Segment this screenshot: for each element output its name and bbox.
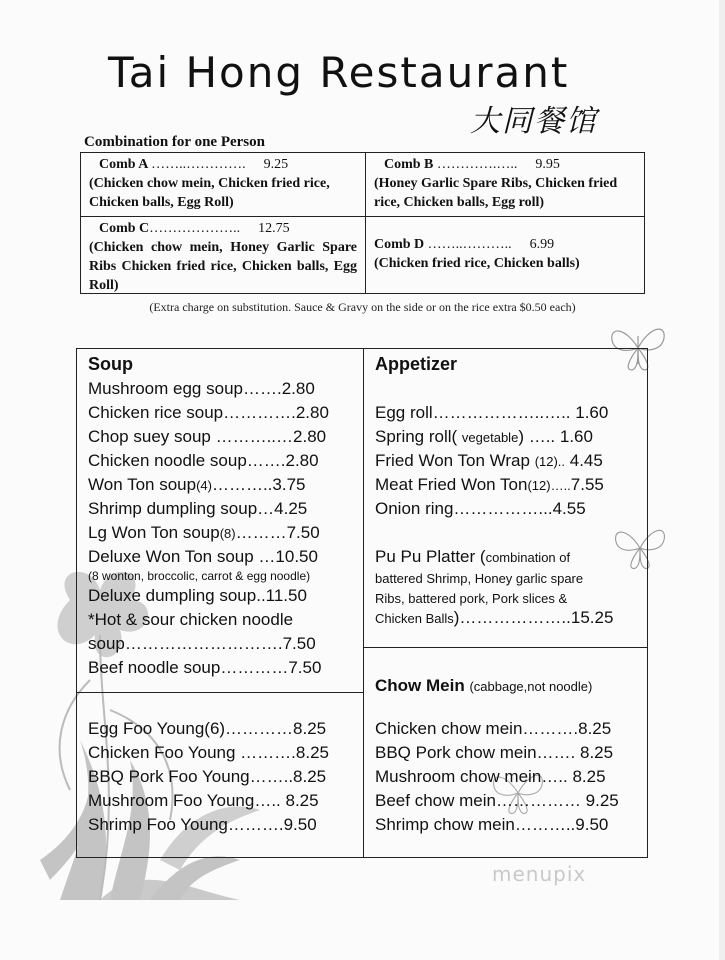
combo-a-desc: (Chicken chow mein, Chicken fried rice, Chicken balls, Egg Roll) <box>89 176 330 210</box>
pupu-line <box>375 607 613 630</box>
combo-b-dots: ………….….. <box>436 157 518 172</box>
combo-d <box>366 217 644 293</box>
foo-young-item: BBQ Pork Foo Young……..8.25 <box>88 767 327 786</box>
pupu-line: Ribs, battered pork, Pork slices & <box>375 591 568 606</box>
combo-d-price: 6.99 <box>529 237 555 252</box>
chow-mein-heading <box>375 675 592 698</box>
column-divider <box>363 349 364 857</box>
soup-item: soup……………………….7.50 <box>88 634 316 653</box>
combo-a <box>81 153 366 217</box>
pupu-desc: Chicken Balls <box>375 611 454 626</box>
appetizer-item-price: ) ….. 1.60 <box>518 427 593 446</box>
foo-young-item: Egg Foo Young(6)…………8.25 <box>88 719 327 738</box>
combination-heading: Combination for one Person <box>84 134 265 150</box>
appetizer-item <box>375 450 603 473</box>
right-section-divider <box>363 647 647 648</box>
foo-young-item: Chicken Foo Young ……….8.25 <box>88 743 329 762</box>
soup-item: Shrimp dumpling soup…4.25 <box>88 499 308 518</box>
foo-young-item: Shrimp Foo Young……….9.50 <box>88 815 317 834</box>
combination-note: (Extra charge on substitution. Sauce & Gravy on the side or on the rice extra $0.50 each) <box>149 300 576 314</box>
soup-item: Chicken rice soup………….2.80 <box>88 403 329 422</box>
appetizer-item-main: Meat Fried Won Ton <box>375 475 528 494</box>
soup-item-note: (8 wonton, broccolic, carrot & egg noodle) <box>88 569 311 583</box>
menupix-watermark: menupix <box>492 862 587 886</box>
soup-item: Beef noodle soup…………7.50 <box>88 658 322 677</box>
combination-table <box>80 152 645 294</box>
soup-item-price: ………..3.75 <box>211 475 306 494</box>
chow-mein-item: Shrimp chow mein………..9.50 <box>375 815 609 834</box>
combo-c-dots: ……………….. <box>149 221 241 236</box>
soup-item <box>88 474 306 497</box>
combo-d-name: Comb D <box>374 237 425 252</box>
soup-item-count: (8) <box>219 526 236 541</box>
chow-mein-item: Chicken chow mein……….8.25 <box>375 719 612 738</box>
chow-mein-item: BBQ Pork chow mein……. 8.25 <box>375 743 614 762</box>
appetizer-item <box>375 474 604 497</box>
soup-item: Mushroom egg soup…….2.80 <box>88 379 315 398</box>
combo-b-price: 9.95 <box>535 157 560 172</box>
soup-item: Chop suey soup ………..…2.80 <box>88 427 327 446</box>
pupu-line: battered Shrimp, Honey garlic spare <box>375 571 584 586</box>
appetizer-item-note: (12).. <box>534 454 566 469</box>
menu-box <box>76 348 648 858</box>
chow-mein-title: Chow Mein <box>375 676 465 695</box>
appetizer-item-note: (12)….. <box>527 478 571 493</box>
soup-item: Deluxe dumpling soup..11.50 <box>88 586 307 605</box>
appetizer-title: Appetizer <box>375 354 458 374</box>
soup-title: Soup <box>88 354 133 374</box>
pupu-main: Pu Pu Platter ( <box>375 547 486 566</box>
appetizer-item-main: Fried Won Ton Wrap <box>375 451 535 470</box>
soup-item-main: Lg Won Ton soup <box>88 523 220 542</box>
combo-a-name: Comb A <box>99 157 148 172</box>
restaurant-chinese-name: 大同餐馆 <box>470 104 598 139</box>
soup-item <box>88 522 320 545</box>
soup-item: *Hot & sour chicken noodle <box>88 610 294 629</box>
appetizer-item-price: 4.45 <box>565 451 603 470</box>
restaurant-title: Tai Hong Restaurant <box>108 48 570 97</box>
combo-a-dots: ……..…………. <box>151 157 246 172</box>
pupu-line <box>375 546 570 569</box>
pupu-price: )………………..15.25 <box>453 608 614 627</box>
soup-item: Deluxe Won Ton soup …10.50 <box>88 547 318 566</box>
chow-mein-item: Mushroom chow mein….. 8.25 <box>375 767 606 786</box>
appetizer-item-price: 7.55 <box>570 475 604 494</box>
soup-item-main: Won Ton soup <box>88 475 197 494</box>
appetizer-item-note: vegetable <box>461 430 519 445</box>
foo-young-item: Mushroom Foo Young….. 8.25 <box>88 791 319 810</box>
soup-item: Chicken noodle soup…….2.80 <box>88 451 319 470</box>
pupu-desc: combination of <box>485 550 571 565</box>
combo-d-desc: (Chicken fried rice, Chicken balls) <box>374 256 580 271</box>
combo-b-name: Comb B <box>384 157 434 172</box>
combo-a-price: 9.25 <box>263 157 289 172</box>
combo-b <box>366 153 644 217</box>
scan-edge <box>719 0 725 960</box>
combo-c-name: Comb C <box>99 221 150 236</box>
combo-d-dots: ……..……….. <box>427 237 512 252</box>
chow-mein-subtitle: (cabbage,not noodle) <box>469 679 593 694</box>
combo-c-desc: (Chicken chow mein, Honey Garlic Spare Ribs Chicken fried rice, Chicken balls, Egg Roll) <box>89 240 357 293</box>
chow-mein-item: Beef chow mein…………… 9.25 <box>375 791 619 810</box>
appetizer-item: Egg roll………………..….. 1.60 <box>375 403 609 422</box>
left-section-divider <box>77 692 363 693</box>
appetizer-item: Onion ring……………...4.55 <box>375 499 586 518</box>
soup-item-count: (4) <box>196 478 212 493</box>
combo-b-desc: (Honey Garlic Spare Ribs, Chicken fried rice, Chicken balls, Egg roll) <box>374 176 618 210</box>
soup-item-price: ………7.50 <box>235 523 320 542</box>
combo-c <box>81 217 366 293</box>
appetizer-item <box>375 426 593 449</box>
combo-c-price: 12.75 <box>258 221 290 236</box>
appetizer-item-main: Spring roll( <box>375 427 462 446</box>
